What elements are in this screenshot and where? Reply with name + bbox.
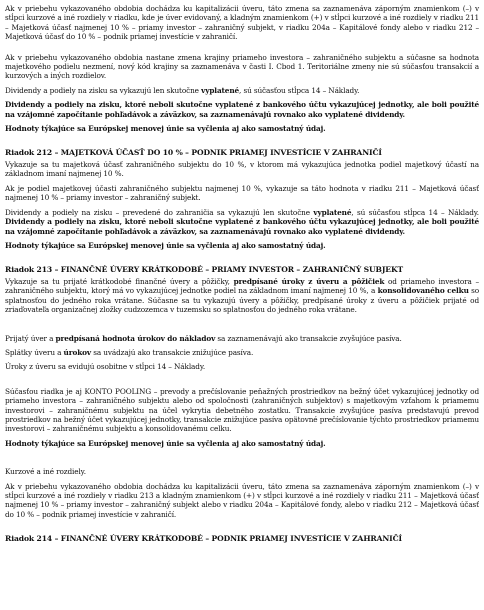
section-heading-213: Riadok 213 – FINANČNÉ ÚVERY KRÁTKODOBÉ – PRIAMY INVESTOR – ZAHRANIČNÝ SUBJEKT	[5, 265, 403, 275]
paragraph: Ak v priebehu vykazovaného obdobia dochádza ku kapitalizácii úveru, táto zmena sa zaznamenáva záporným znamienkom (–) v stĺpci kurzové a iné rozdiely v riadku 213 a kladným znamienkom (+) v stĺpci kurzové a iné rozdiely v riadku 211 – Majetková účasť najmenej 10 % – priamy investor – zahraničný subjekt alebo v riadku 204a – Kapitálové fondy, alebo v riadku 212 – Majetková účasť do 10 % – podnik priamej investície v zahraničí.	[5, 481, 479, 519]
paragraph: Ak v priebehu vykazovaného obdobia nastane zmena krajiny priameho investora – zahraničného subjektu a súčasne sa hodnota majetkového podielu nezmení, nový kód krajiny sa zaznamenáva v časti I. Cbod 1. Teritoriálne zmeny nie sú súčasťou transakcií a kurzových a iných rozdielov.	[5, 52, 479, 81]
paragraph	[5, 86, 479, 95]
paragraph: Kurzové a iné rozdiely.	[5, 467, 86, 477]
text-run: od priameho investora – zahraničného subjektu, ktorý má vo vykazujúcej jednotke podiel na základnom imaní najmenej 10 %, a	[5, 276, 480, 296]
text-run-bold: Dividendy a podiely na zisku, ktoré neboli skutočne vyplatené z bankového účtu vykazujúcej jednotky, ale boli použité na vzájomné započítanie pohľadávok a záväzkov, sa zaznamenávajú rovnako ako vyplatené dividendy.	[5, 217, 479, 236]
emu-note: Hodnoty týkajúce sa Európskej menovej únie sa vyčlenia aj ako samostatný údaj.	[5, 438, 326, 448]
paragraph: Úroky z úveru sa evidujú osobitne v stĺpci 14 – Náklady.	[5, 362, 206, 372]
text-run: so splatnosťou do jedného roka vrátane. Súčasne sa tu vykazujú úvery a pôžičky, predpísané úroky z úveru a pôžičiek prijaté od zriaďovateľa organizačnej zložky cudzozemca v tuzemsku so splatnosťou do jedného roka vrátane.	[5, 286, 479, 315]
section-heading-212: Riadok 212 – MAJETKOVÁ ÚČASŤ DO 10 % – PODNIK PRIAMEJ INVESTÍCIE V ZAHRANIČÍ	[5, 148, 382, 158]
section-heading-214: Riadok 214 – FINANČNÉ ÚVERY KRÁTKODOBÉ – PODNIK PRIAMEJ INVESTÍCIE V ZAHRANIČÍ	[5, 534, 402, 544]
text-run-bold: predpísané úroky z úveru a pôžičiek	[233, 276, 385, 286]
paragraph: Ak v priebehu vykazovaného obdobia dochádza ku kapitalizácii úveru, táto zmena sa zaznamenáva záporným znamienkom (–) v stĺpci kurzové a iné rozdiely v riadku, kde je úver evidovaný, a kladným znamienkom (+) v stĺpci kurzové a iné rozdiely v riadku 211 – Majetková účasť najmenej 10 % – priamy investor – zahraničný subjekt, v riadku 204a – Kapitálové fondy alebo v riadku 212 – Majetková účasť do 10 % – podnik priamej investície v zahraničí.	[5, 4, 479, 42]
text-run-bold: konsolidovaného celku	[377, 286, 469, 296]
paragraph	[5, 208, 479, 236]
emu-note: Hodnoty týkajúce sa Európskej menovej únie sa vyčlenia aj ako samostatný údaj.	[5, 240, 326, 250]
text-run: Splátky úveru a	[5, 347, 64, 357]
paragraph: Ak je podiel majetkovej účasti zahraničného subjektu najmenej 10 %, vykazuje sa táto hodnota v riadku 211 – Majetková účasť najmenej 10 % – priamy investor – zahraničný subjekt.	[5, 183, 479, 203]
paragraph	[5, 277, 479, 315]
paragraph	[5, 334, 479, 343]
paragraph: Vykazuje sa tu majetková účasť zahraničného subjektu do 10 %, v ktorom má vykazujúca jednotka podiel majetkový účastí na základnom imaní najmenej 10 %.	[5, 160, 479, 179]
text-run: Vykazuje sa tu prijaté krátkodobé finančné úvery a pôžičky,	[5, 276, 234, 286]
text-run: , sú súčasťou stĺpca 14 – Náklady.	[351, 207, 479, 217]
paragraph-bold: Dividendy a podiely na zisku, ktoré neboli skutočne vyplatené z bankového účtu vykazujúcej jednotky, ale boli použité na vzájomné započítanie pohľadávok a záväzkov, sa zaznamenávajú rovnako ako vyplatené dividendy.	[5, 100, 479, 119]
text-run: Prijatý úver a	[5, 333, 56, 343]
emu-note: Hodnoty týkajúce sa Európskej menovej únie sa vyčlenia aj ako samostatný údaj.	[5, 124, 326, 134]
text-run-bold: predpísaná hodnota úrokov do nákladov	[55, 333, 216, 343]
text-run: , sú súčasťou stĺpca 14 – Náklady.	[239, 85, 360, 95]
text-run: Dividendy a podiely na zisku sa vykazujú len skutočne	[5, 85, 202, 95]
text-run-bold: úrokov	[63, 347, 92, 357]
paragraph	[5, 348, 479, 357]
text-run: sa zaznamenávajú ako transakcie zvyšujúce pasíva.	[215, 333, 402, 343]
paragraph: Súčasťou riadka je aj KONTO POOLING – prevody a prečíslovanie peňažných prostriedkov na bežný účet vykazujúcej jednotky od priameho investora – zahraničného subjektu alebo od spoločnosti (zahraničných subjektov) s majetkovým vzťahom k priamemu investorovi – zahraničnému subjektu na účel vykrytia debetného zostatku. Transakcie zvyšujúce pasíva predstavujú prevod prostriedkov na bežný účet vykazujúcej jednotky, transakcie znižujúce pasíva opätovné prečíslovanie týchto prostriedkov priamemu investorovi – zahraničnému subjektu a konsolidovanému celku.	[5, 386, 479, 434]
text-run: sa uvádzajú ako transakcie znižujúce pasíva.	[91, 347, 254, 357]
text-run-bold: vyplatené	[313, 207, 352, 217]
text-run: Dividendy a podiely na zisku – prevedené do zahraničia sa vykazujú len skutočne	[5, 207, 314, 217]
text-run-bold: vyplatené	[201, 85, 240, 95]
